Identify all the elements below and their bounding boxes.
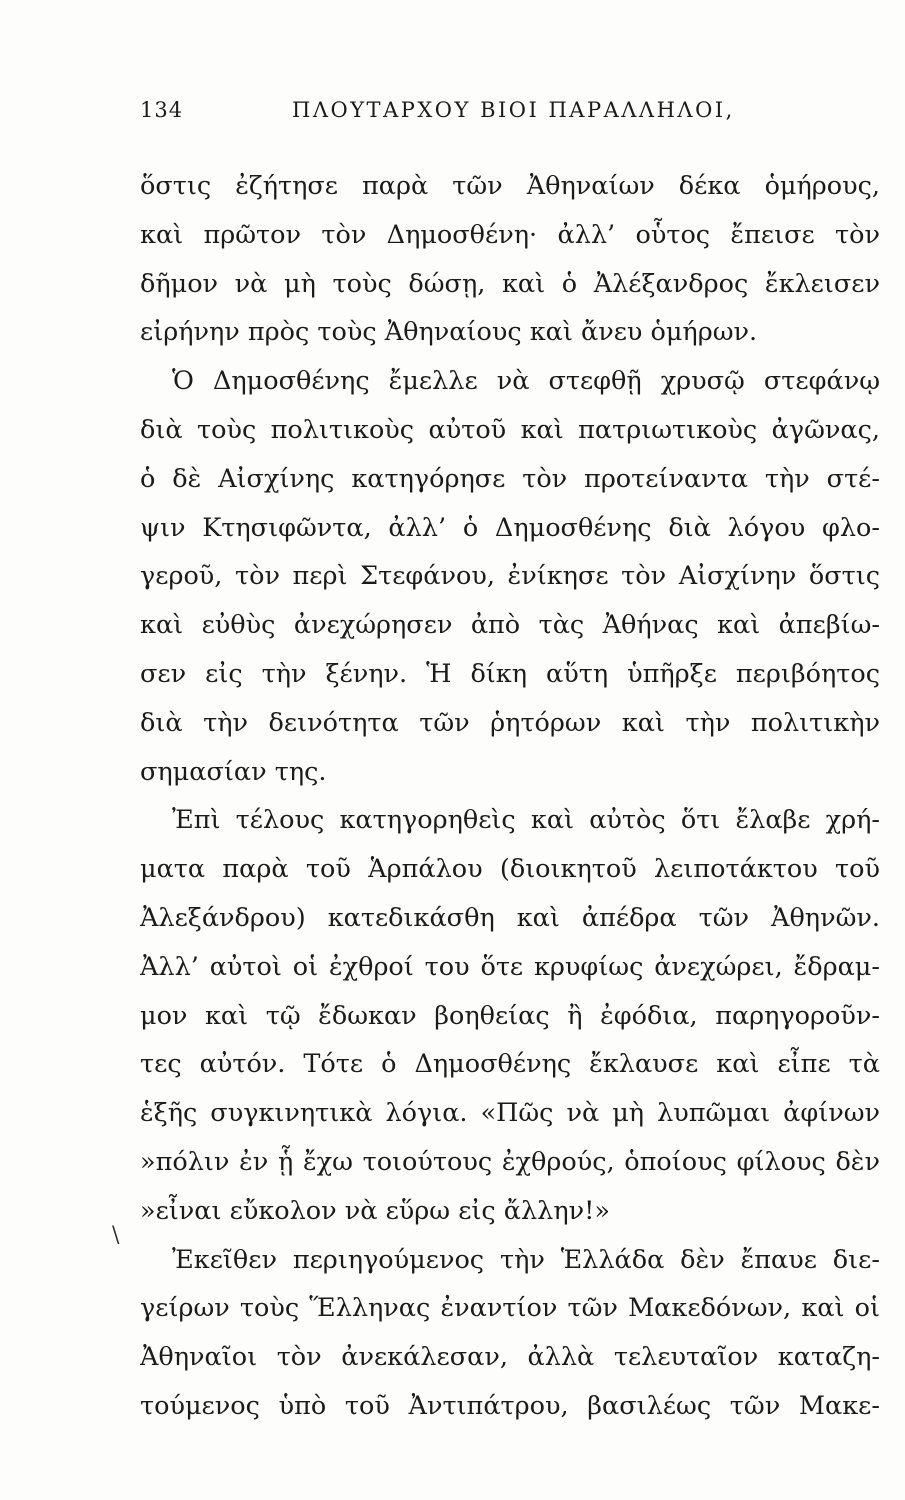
text-line: ἑξῆς συγκινητικὰ λόγια. «Πῶς νὰ μὴ λυπῶμαι ἀφίνων [140, 1098, 880, 1129]
text-line: σεν εἰς τὴν ξένην. Ἡ δίκη αὕτη ὑπῆρξε περιβόητος [140, 658, 880, 689]
text-line: γείρων τοὺς Ἕλληνας ἐναντίον τῶν Μακεδόνων, καὶ οἱ [140, 1293, 880, 1324]
text-line: τες αὐτόν. Τότε ὁ Δημοσθένης ἔκλαυσε καὶ εἶπε τὰ [140, 1049, 880, 1080]
margin-mark: \ [112, 1223, 120, 1248]
text-line: καὶ πρῶτον τὸν Δημοσθένη· ἀλλ’ οὗτος ἔπεισε τὸν [140, 219, 880, 250]
text-line: διὰ τὴν δεινότητα τῶν ῥητόρων καὶ τὴν πολιτικὴν [140, 707, 880, 738]
page-header [140, 98, 880, 134]
text-line: σημασίαν της. [140, 756, 327, 787]
text-line: Ἀθηναῖοι τὸν ἀνεκάλεσαν, ἀλλὰ τελευταῖον καταζη- [140, 1342, 880, 1373]
text-line: Ἐπὶ τέλους κατηγορηθεὶς καὶ αὐτὸς ὅτι ἔλαβε χρή- [172, 805, 880, 836]
text-line: τούμενος ὑπὸ τοῦ Ἀντιπάτρου, βασιλέως τῶν Μακε- [140, 1390, 880, 1421]
running-title: ΠΛΟΥΤΑΡΧΟΥ ΒΙΟΙ ΠΑΡΑΛΛΗΛΟΙ, [292, 98, 735, 122]
text-line: »εἶναι εὔκολον νὰ εὕρω εἰς ἄλλην!» [140, 1195, 610, 1226]
text-line: Ἀλεξάνδρου) κατεδικάσθη καὶ ἀπέδρα τῶν Ἀθηνῶν. [140, 902, 880, 933]
text-line: μον καὶ τῷ ἔδωκαν βοηθείας ἢ ἐφόδια, παρηγοροῦν- [140, 1000, 880, 1031]
text-line: διὰ τοὺς πολιτικοὺς αὐτοῦ καὶ πατριωτικοὺς ἀγῶνας, [140, 414, 880, 445]
text-line: »πόλιν ἐν ᾗ ἔχω τοιούτους ἐχθρούς, ὁποίους φίλους δὲν [140, 1146, 880, 1177]
text-line: ὁ δὲ Αἰσχίνης κατηγόρησε τὸν προτείναντα τὴν στέ- [140, 463, 880, 494]
text-line: ὅστις ἐζήτησε παρὰ τῶν Ἀθηναίων δέκα ὁμήρους, [140, 171, 880, 201]
text-line: Ὁ Δημοσθένης ἔμελλε νὰ στεφθῇ χρυσῷ στεφάνῳ [172, 366, 880, 397]
text-line: Ἐκεῖθεν περιηγούμενος τὴν Ἑλλάδα δὲν ἔπαυε διε- [172, 1244, 880, 1275]
text-line: ψιν Κτησιφῶντα, ἀλλ’ ὁ Δημοσθένης διὰ λόγου φλο- [140, 512, 880, 543]
text-line: γεροῦ, τὸν περὶ Στεφάνου, ἐνίκησε τὸν Αἰσχίνην ὅστις [140, 561, 880, 592]
text-line: εἰρήνην πρὸς τοὺς Ἀθηναίους καὶ ἄνευ ὁμήρων. [140, 317, 758, 348]
text-line: καὶ εὐθὺς ἀνεχώρησεν ἀπὸ τὰς Ἀθήνας καὶ ἀπεβίω- [140, 610, 880, 641]
page-number: 134 [140, 98, 184, 122]
text-line: δῆμον νὰ μὴ τοὺς δώσῃ, καὶ ὁ Ἀλέξανδρος ἔκλεισεν [140, 268, 880, 299]
text-line: ματα παρὰ τοῦ Ἁρπάλου (διοικητοῦ λειποτάκτου τοῦ [140, 854, 880, 885]
text-line: Ἀλλ’ αὐτοὶ οἱ ἐχθροί του ὅτε κρυφίως ἀνεχώρει, ἔδραμ- [140, 951, 880, 982]
body-text [140, 162, 880, 1431]
